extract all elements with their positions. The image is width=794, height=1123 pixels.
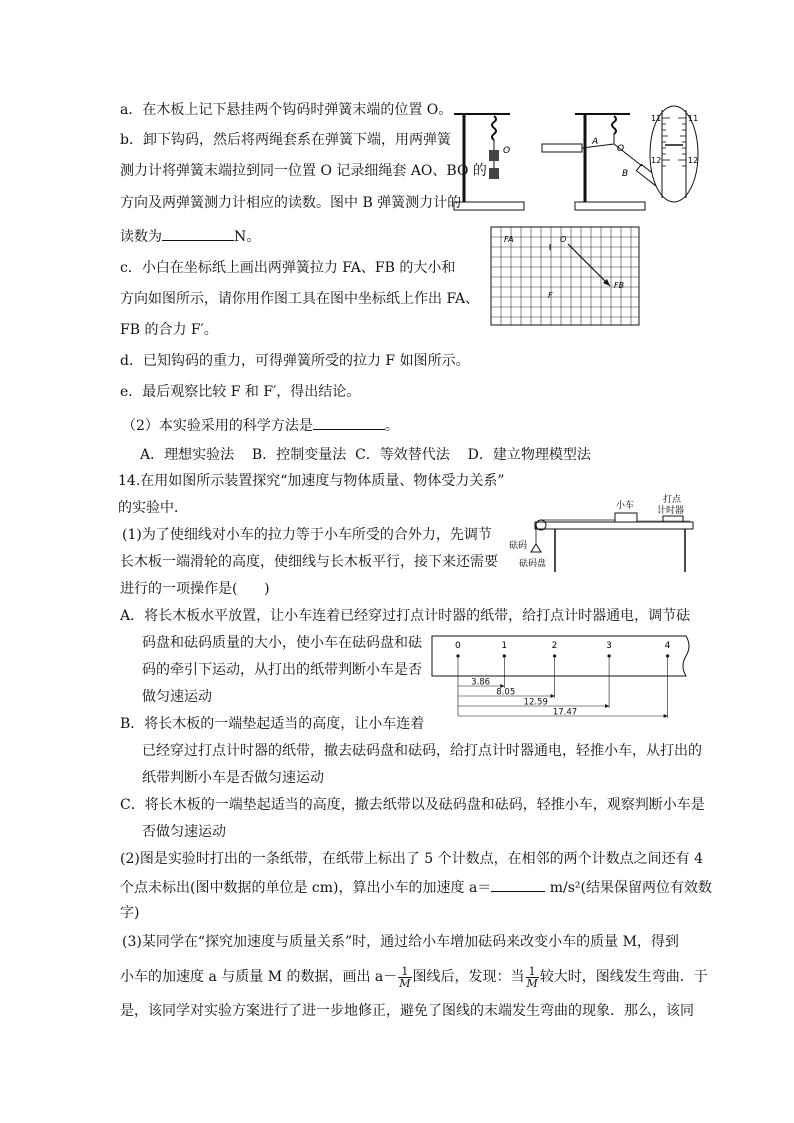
option-c-line1: C．将长木板的一端垫起适当的高度，撤去纸带以及砝码盘和砝码，轻推小车，观察判断小车是 — [120, 797, 705, 813]
accel-suffix: m/s²(结果保留两位有效数 — [545, 880, 712, 896]
step-c-line1: c．小白在坐标纸上画出两弹簧拉力 FA、FB 的大小和 — [120, 260, 456, 276]
label-o-right: O — [617, 144, 625, 154]
tape-point-label-1: 1 — [501, 641, 508, 651]
label-cart: 小车 — [616, 501, 635, 511]
paper-tape-figure — [430, 630, 696, 720]
reading-unit: N。 — [234, 229, 261, 245]
label-timer-1: 打点 — [663, 495, 682, 505]
left-spring — [492, 116, 496, 140]
q14-sub3-line3: 是，该同学对实验方案进行了进一步地修正，避免了图线的末端发生弯曲的现象．那么，该同 — [120, 1003, 694, 1019]
option-a-line2: 码盘和砝码质量的大小，使小车在砝码盘和砝 — [142, 635, 422, 651]
left-stand-base — [454, 202, 524, 210]
q14-sub3-line2 — [120, 963, 708, 991]
q14-title-line1: 14.在用如图所示装置探究“加速度与物体质量、物体受力关系” — [118, 473, 505, 489]
label-fa: FA — [504, 235, 514, 244]
option-b-line3: 纸带判断小车是否做匀速运动 — [142, 770, 324, 786]
step-e: e．最后观察比较 F 和 F′，得出结论。 — [120, 384, 361, 400]
accel-blank[interactable] — [491, 877, 545, 892]
sub3-text3: 较大时，图线发生弯曲．于 — [539, 969, 708, 985]
question-2 — [122, 415, 399, 435]
q14-title-line2: 的实验中． — [118, 500, 188, 516]
right-spring — [612, 116, 616, 134]
option-a-line3: 码的牵引下运动，从打出的纸带判断小车是否 — [142, 662, 422, 678]
step-b-line1: b．卸下钩码，然后将两绳套系在弹簧下端，用两弹簧 — [120, 132, 451, 148]
tape-point-3 — [607, 654, 610, 657]
sub3-text2: 图线后，发现：当 — [412, 969, 525, 985]
q14-sub2-line1: (2)图是实验时打出的一条纸带，在纸带上标出了 5 个计数点，在相邻的两个计数点之间还有 4 — [120, 851, 703, 867]
tape-point-label-2: 2 — [551, 641, 558, 651]
tape-point-4 — [666, 654, 669, 657]
sub3-text1: 小车的加速度 a 与质量 M 的数据，画出 a－ — [120, 969, 398, 985]
label-o-left: O — [503, 146, 511, 156]
step-d: d．已知钩码的重力，可得弹簧所受的拉力 F 如图所示。 — [120, 353, 470, 369]
tape-point-label-0: 0 — [455, 641, 461, 651]
label-weight-2: 砝码盘 — [519, 559, 547, 569]
q14-sub1-line1: (1)为了使细线对小车的拉力等于小车所受的合外力，先调节 — [122, 527, 492, 543]
step-b-line3: 方向及两弹簧测力计相应的读数。图中 B 弹簧测力计的 — [120, 195, 462, 211]
reading-prefix: 读数为 — [120, 229, 162, 245]
scale-12-left: 12 — [651, 156, 662, 165]
spring-scale-a — [542, 144, 582, 152]
step-a: a．在木板上记下悬挂两个钩码时弹簧末端的位置 O。 — [120, 102, 453, 118]
scale-11-left: 11 — [651, 114, 662, 123]
fraction-1-over-m: $\frac{1}{M}$ — [399, 964, 411, 990]
accel-prefix: 个点未标出(图中数据的单位是 cm)，算出小车的加速度 a＝ — [120, 880, 492, 896]
label-fb: FB — [614, 281, 625, 290]
tape-distance-2: 8.05 — [496, 687, 516, 698]
method-blank[interactable] — [313, 415, 385, 430]
label-timer-2: 计时器 — [657, 506, 685, 516]
label-o-grid: O — [560, 235, 567, 244]
tape-strip — [432, 636, 689, 676]
tape-point-2 — [553, 654, 556, 657]
step-b-line2: 测力计将弹簧末端拉到同一位置 O 记录细绳套 AO、BO 的 — [120, 163, 487, 179]
option-b-line1: B．将长木板的一端垫起适当的高度，让小车连着 — [120, 716, 425, 732]
step-b-line4 — [120, 226, 260, 246]
tape-point-1 — [503, 654, 506, 657]
fb-vector — [568, 244, 610, 286]
method-options: A．理想实验法 B．控制变量法 C．等效替代法 D．建立物理模型法 — [140, 447, 591, 463]
cart-apparatus-figure — [505, 494, 695, 574]
q14-sub2-line2 — [120, 877, 712, 897]
tape-distance-3: 12.59 — [523, 697, 548, 708]
label-weight-1: 砝码 — [509, 541, 528, 551]
tape-point-0 — [456, 654, 459, 657]
q2-suffix: 。 — [384, 418, 399, 434]
weight-pan — [531, 544, 541, 552]
grid-paper-figure — [490, 226, 640, 326]
q14-sub2-line3: 字) — [120, 905, 140, 921]
option-a-line1: A．将长木板水平放置，让小车连着已经穿过打点计时器的纸带，给打点计时器通电，调节砝 — [120, 608, 691, 624]
label-f: F — [548, 291, 553, 300]
option-c-line2: 否做匀速运动 — [142, 824, 226, 840]
tape-point-label-3: 3 — [606, 641, 612, 651]
q14-sub1-line2: 长木板一端滑轮的高度，使细线与长木板平行，接下来还需要 — [120, 554, 498, 570]
reading-blank[interactable] — [162, 226, 234, 241]
hook-weight-1 — [489, 150, 499, 161]
tape-distance-4: 17.47 — [552, 707, 578, 718]
hook-weight-2 — [489, 168, 499, 179]
step-c-line3: FB 的合力 F′。 — [120, 322, 218, 338]
label-a: A — [592, 137, 599, 147]
long-board — [535, 522, 693, 529]
option-b-line2: 已经穿过打点计时器的纸带，撤去砝码盘和砝码，给打点计时器通电，轻推小车，从打出的 — [142, 743, 702, 759]
q14-sub1-line3: 进行的一项操作是( ) — [120, 581, 270, 597]
cart — [615, 513, 637, 522]
scale-12-right: 12 — [688, 156, 699, 165]
spring-apparatus-figure — [452, 104, 702, 220]
option-a-line4: 做匀速运动 — [142, 689, 212, 705]
step-c-line2: 方向如图所示，请你用作图工具在图中坐标纸上作出 FA、 — [120, 291, 480, 307]
fraction-1-over-m-2: $\frac{1}{M}$ — [526, 964, 538, 990]
scale-11-right: 11 — [688, 114, 699, 123]
tape-distance-1: 3.86 — [471, 677, 491, 688]
q14-sub3-line1: (3)某同学在“探究加速度与质量关系”时，通过给小车增加砝码来改变小车的质量 M，得到 — [122, 934, 679, 950]
q2-prefix: （2）本实验采用的科学方法是 — [122, 418, 313, 434]
tape-dimensions — [458, 678, 668, 719]
tape-point-label-4: 4 — [664, 641, 671, 651]
label-b: B — [622, 169, 629, 179]
